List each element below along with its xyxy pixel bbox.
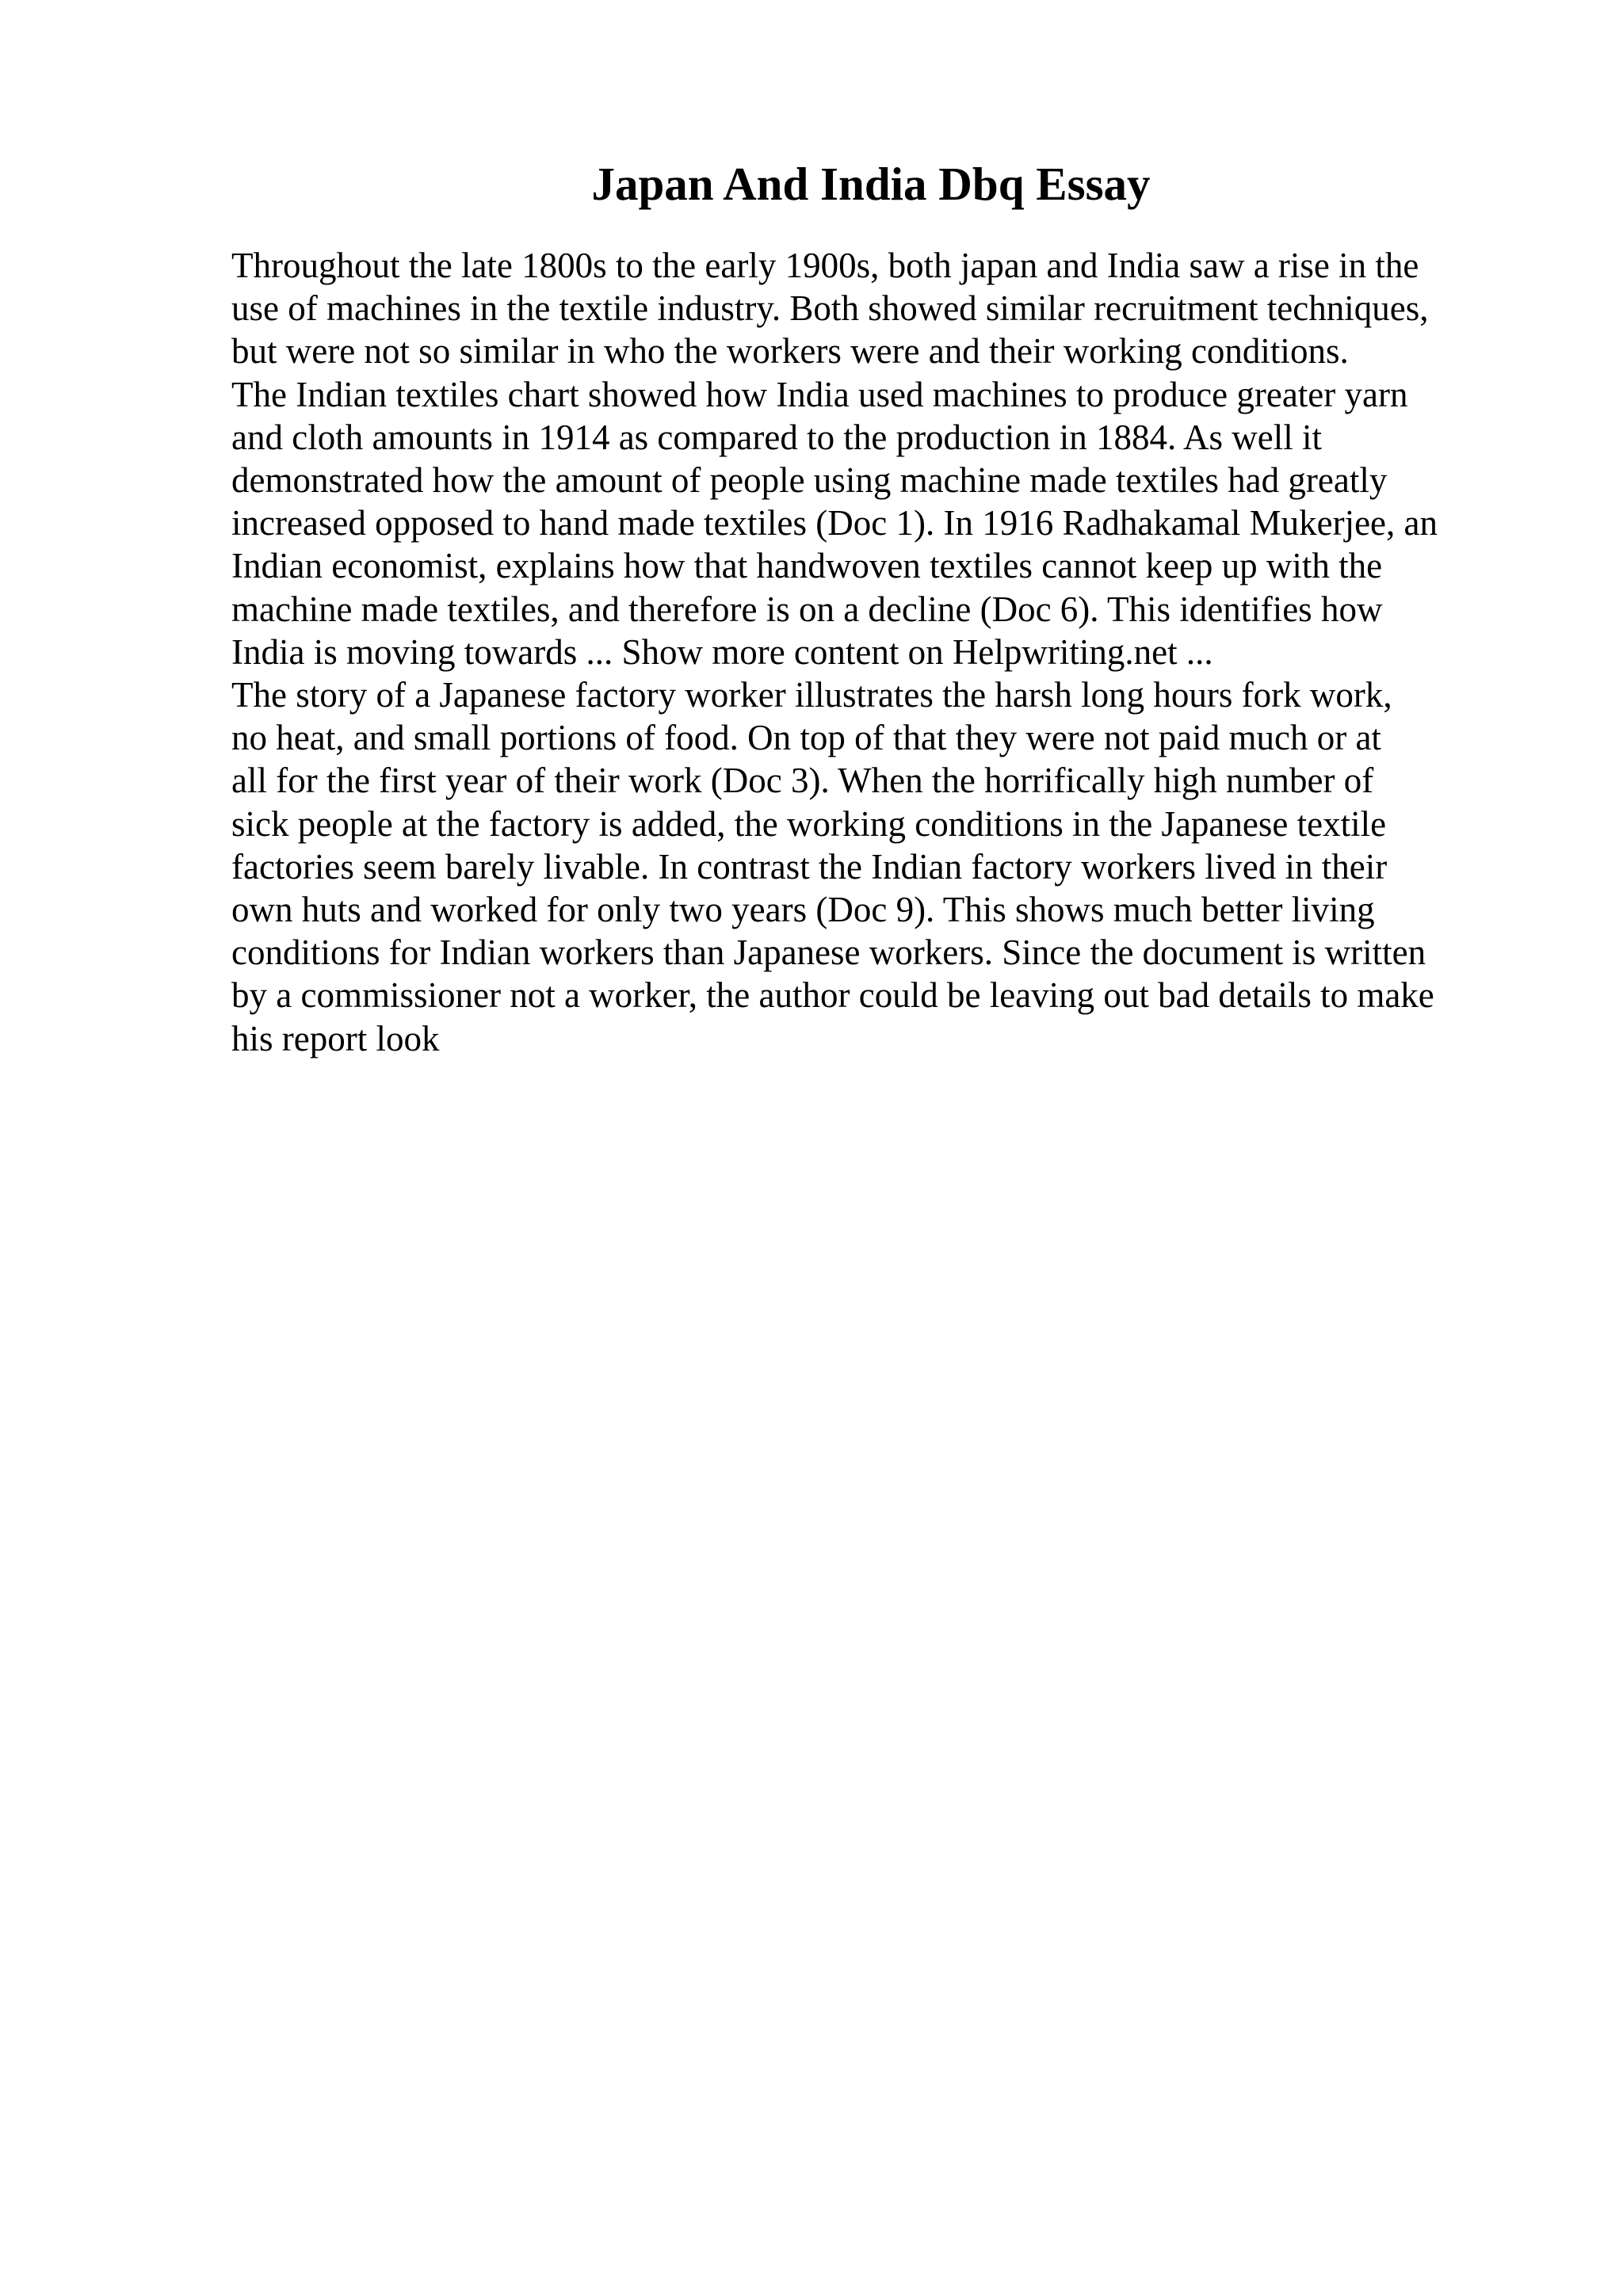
document-title: Japan And India Dbq Essay	[591, 158, 1151, 210]
essay-line: by a commissioner not a worker, the author could be leaving out bad details to make	[231, 975, 1434, 1016]
essay-line: use of machines in the textile industry. Both showed similar recruitment techniques,	[231, 288, 1429, 329]
essay-line: no heat, and small portions of food. On top of that they were not paid much or at	[231, 718, 1381, 758]
essay-line: Indian economist, explains how that handwoven textiles cannot keep up with the	[231, 546, 1383, 586]
essay-line: factories seem barely livable. In contrast the Indian factory workers lived in their	[231, 846, 1388, 887]
essay-line: but were not so similar in who the workers were and their working conditions.	[231, 331, 1349, 372]
essay-line: Throughout the late 1800s to the early 1900s, both japan and India saw a rise in the	[231, 246, 1419, 285]
essay-line: The Indian textiles chart showed how India used machines to produce greater yarn	[231, 374, 1408, 414]
essay-line: and cloth amounts in 1914 as compared to the production in 1884. As well it	[231, 417, 1323, 457]
essay-line: conditions for Indian workers than Japanese workers. Since the document is written	[231, 933, 1426, 973]
essay-line: his report look	[231, 1018, 440, 1058]
essay-line: increased opposed to hand made textiles (Doc 1). In 1916 Radhakamal Mukerjee, an	[231, 503, 1438, 543]
essay-line: all for the first year of their work (Doc 3). When the horrifically high number of	[231, 761, 1374, 801]
essay-line: The story of a Japanese factory worker illustrates the harsh long hours fork work,	[231, 675, 1392, 715]
essay-body	[231, 244, 1594, 1060]
essay-line: sick people at the factory is added, the working conditions in the Japanese textile	[231, 803, 1387, 844]
essay-line: demonstrated how the amount of people using machine made textiles had greatly	[231, 460, 1388, 501]
essay-line: own huts and worked for only two years (Doc 9). This shows much better living	[231, 890, 1375, 930]
essay-line: India is moving towards ... Show more content on Helpwriting.net ...	[231, 631, 1213, 672]
essay-line: machine made textiles, and therefore is on a decline (Doc 6). This identifies how	[231, 589, 1383, 629]
